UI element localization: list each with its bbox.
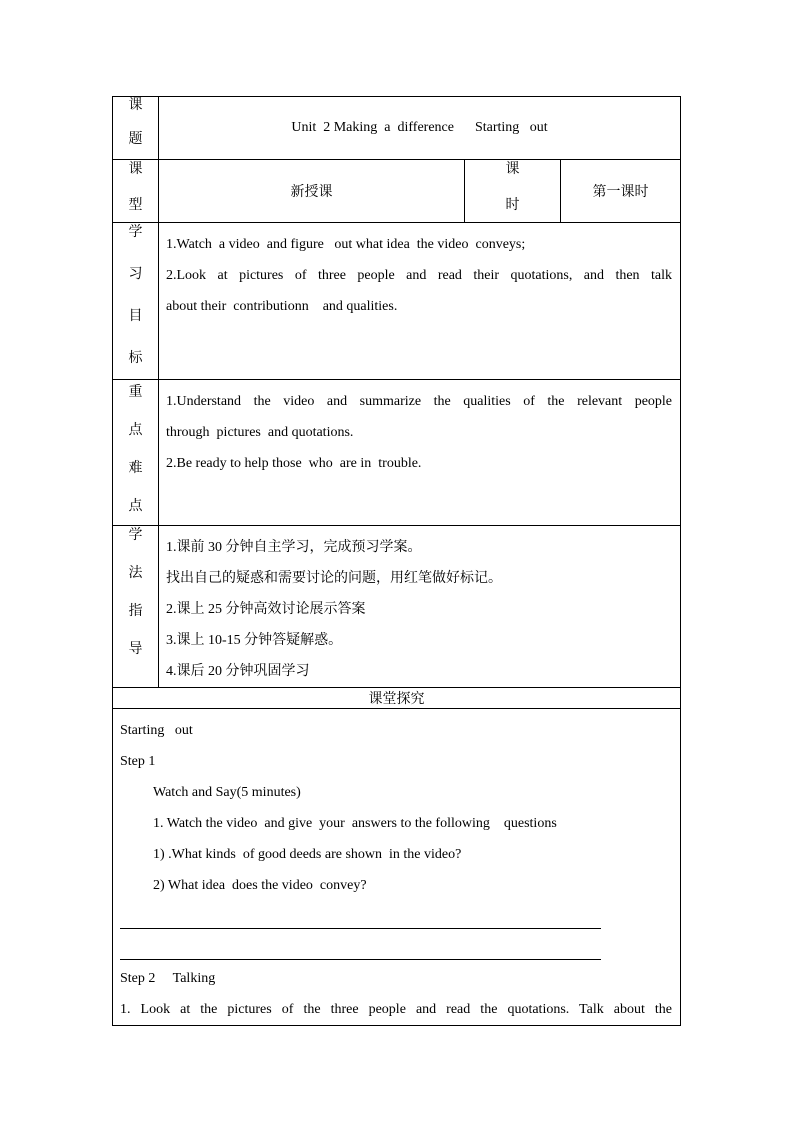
step-2-heading: Step 2 Talking [120,971,216,986]
study-method-line: 1.课前 30 分钟自主学习，完成预习学案。 [166,540,422,555]
key-points-label: 重 点 难 点 [113,380,159,526]
instruction-line: 1. Watch the video and give your answers to the following questions [153,816,557,831]
type-row [113,160,681,223]
study-method-line: 4.课后 20 分钟巩固学习 [166,664,310,679]
key-point-line: through pictures and quotations. [166,425,354,440]
study-method-line: 3.课上 10-15 分钟答疑解惑。 [166,633,343,648]
type-label: 课 型 [113,160,159,223]
section-title: 课堂探究 [113,688,681,709]
study-method-content [159,526,681,688]
topic-row [113,97,681,160]
objective-line: 1.Watch a video and figure out what idea the video conveys; [166,237,526,252]
study-method-row [113,526,681,688]
objectives-content [159,223,681,380]
classroom-inquiry-row [113,709,681,1026]
watch-and-say-heading: Watch and Say(5 minutes) [153,785,301,800]
key-point-line: 2.Be ready to help those who are in trouble. [166,456,422,471]
objective-line: about their contributionn and qualities. [166,299,398,314]
topic-value: Unit 2 Making a difference Starting out [159,97,681,160]
key-point-line: 1.Understand the video and summarize the qualities of the relevant people [166,394,673,409]
talking-instruction: 1. Look at the pictures of the three people and read the quotations. Talk about the [120,1002,673,1017]
period-label: 课 时 [465,160,561,223]
section-title-row [113,688,681,709]
starting-out-heading: Starting out [120,723,193,738]
lesson-plan-table [112,96,681,1026]
step-1-heading: Step 1 [120,754,156,769]
question-1: 1) .What kinds of good deeds are shown in the video? [153,847,462,862]
key-points-row [113,380,681,526]
answer-line[interactable] [120,932,672,963]
study-method-line: 2.课上 25 分钟高效讨论展示答案 [166,602,366,617]
type-value: 新授课 [159,160,465,223]
key-points-content [159,380,681,526]
objective-line: 2.Look at pictures of three people and read their quotations, and then talk [166,268,673,283]
answer-line[interactable] [120,901,672,932]
objectives-label: 学 习 目 标 [113,223,159,380]
classroom-inquiry-content [113,709,681,1026]
study-method-label: 学 法 指 导 [113,526,159,688]
topic-label: 课 题 [113,97,159,160]
period-value: 第一课时 [561,160,681,223]
study-method-line: 找出自己的疑惑和需要讨论的问题，用红笔做好标记。 [166,571,502,586]
question-2: 2) What idea does the video convey? [153,878,367,893]
objectives-row [113,223,681,380]
